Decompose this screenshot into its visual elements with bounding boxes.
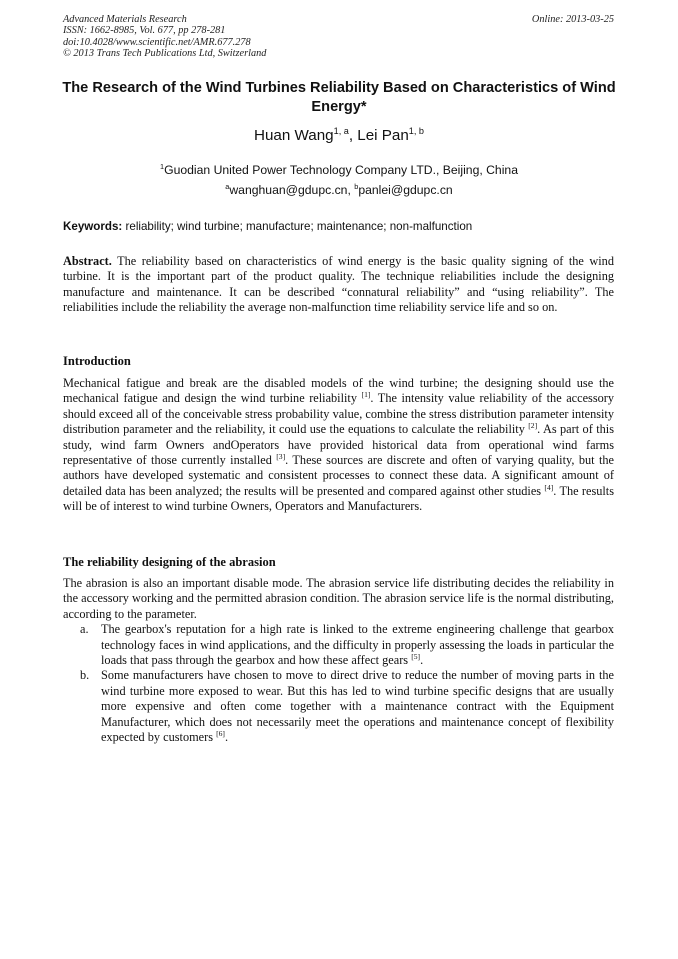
author-affiliation-mark: 1, b bbox=[408, 125, 424, 136]
email-address: panlei@gdupc.cn bbox=[358, 183, 453, 197]
keywords-label: Keywords: bbox=[63, 220, 123, 233]
paper-title: The Research of the Wind Turbines Reliability Based on Characteristics of Wind Energy* bbox=[62, 80, 616, 115]
email-mark: b bbox=[354, 181, 359, 191]
abrasion-section bbox=[63, 576, 614, 745]
journal-header bbox=[63, 14, 266, 60]
abstract-text: The reliability based on characteristics of wind energy is the basic quality signing of the wind turbine. It is the important part of the product quality. The technique reliabilities include the designing manufacture and maintenance. It can be described “connatural reliability” and “using reliability”. The reliabilities include the reliability the average non-malfunction time reliability service life and so on. bbox=[63, 254, 614, 315]
abrasion-list bbox=[63, 622, 614, 745]
list-item-text: Some manufacturers have chosen to move to direct drive to reduce the number of moving parts in the wind turbine more exposed to wear. But this has led to wind turbine specific designs that are usually more expensive and often come together with a maintenance contract with the Equipment Manufacturer, which does not necessarily meet the operations and maintenance concept of flexibility expected by customers bbox=[101, 668, 614, 745]
intro-text: . These sources are discrete and often of varying quality, but the authors have developed systematic and consistent processes to connect these data. A significant amount of detailed data has been analyzed; the results will be presented and compared against other studies bbox=[63, 453, 614, 498]
citation: [6] bbox=[216, 728, 225, 738]
citation: [4] bbox=[544, 482, 554, 492]
affiliation bbox=[0, 163, 678, 178]
citation: [1] bbox=[361, 390, 371, 400]
author-line: Huan Wang$^{1, a}$, Lei Pan$^{1, b}$ bbox=[253, 125, 424, 144]
list-item-end: . bbox=[224, 730, 229, 745]
author-name: Lei Pan bbox=[357, 127, 409, 144]
list-marker: b. bbox=[80, 668, 90, 683]
journal-issn: ISSN: 1662-8985, Vol. 677, pp 278-281 bbox=[63, 25, 226, 37]
abstract bbox=[63, 254, 614, 316]
online-date: Online: 2013-03-25 bbox=[531, 14, 614, 25]
author-affiliation-mark: 1, a bbox=[333, 125, 349, 136]
list-marker: a. bbox=[80, 622, 89, 637]
citation: [5] bbox=[411, 651, 421, 661]
list-item-text: The gearbox's reputation for a high rate is linked to the extreme engineering challenge that gearbox technology faces in wind applications, and the difficulty in properly assessing the loads in particular the loads that pass through the gearbox and how these affect gears bbox=[101, 622, 614, 668]
introduction-paragraph bbox=[63, 376, 614, 515]
email-mark: a bbox=[225, 181, 230, 191]
section-heading-introduction: Introduction bbox=[63, 354, 131, 368]
abstract-label: Abstract. bbox=[63, 254, 112, 268]
intro-text: Mechanical fatigue and break are the disabled models of the wind turbine; the designing should use the mechanical fatigue and design the wind turbine reliability bbox=[63, 376, 614, 406]
abrasion-paragraph: The abrasion is also an important disable mode. The abrasion service life distributing decides the reliability in the accessory working and the permitted abrasion condition. The abrasion service life is the normal distributing, according to the parameter. bbox=[63, 576, 614, 621]
intro-text: . The results will be of interest to wind turbine Owners, Operators and Manufacturers. bbox=[63, 483, 614, 514]
journal-copyright: © 2013 Trans Tech Publications Ltd, Switzerland bbox=[63, 48, 267, 60]
journal-doi: doi:10.4028/www.scientific.net/AMR.677.278 bbox=[63, 36, 251, 48]
author-emails: $^a$wanghuan@gdupc.cn, $^b$panlei@gdupc.cn bbox=[225, 181, 453, 197]
email-address: wanghuan@gdupc.cn bbox=[229, 183, 348, 197]
list-item-end: . bbox=[420, 653, 424, 668]
list-item bbox=[63, 622, 614, 668]
citation: [3] bbox=[276, 451, 286, 461]
journal-name: Advanced Materials Research bbox=[63, 14, 187, 25]
author-name: Huan Wang bbox=[253, 127, 334, 144]
list-item bbox=[63, 668, 614, 745]
intro-text: . The intensity value reliability of the accessory should exceed all of the conceivable stress probability value, combine the stress distribution parameter intensity distribution parameter and the reliability, it could use the equations to calculate the reliability bbox=[63, 391, 614, 437]
section-heading-abrasion: The reliability designing of the abrasion bbox=[63, 555, 276, 569]
affiliation-mark: 1 bbox=[160, 161, 165, 171]
intro-text: . As part of this study, wind farm Owners andOperators have provided historical data from operational wind farms representative of those currently installed bbox=[63, 422, 614, 468]
citation: [2] bbox=[528, 421, 538, 431]
affiliation-text: Guodian United Power Technology Company LTD., Beijing, China bbox=[164, 163, 518, 177]
keywords-text: reliability; wind turbine; manufacture; maintenance; non-malfunction bbox=[125, 220, 473, 233]
keywords bbox=[63, 219, 615, 234]
